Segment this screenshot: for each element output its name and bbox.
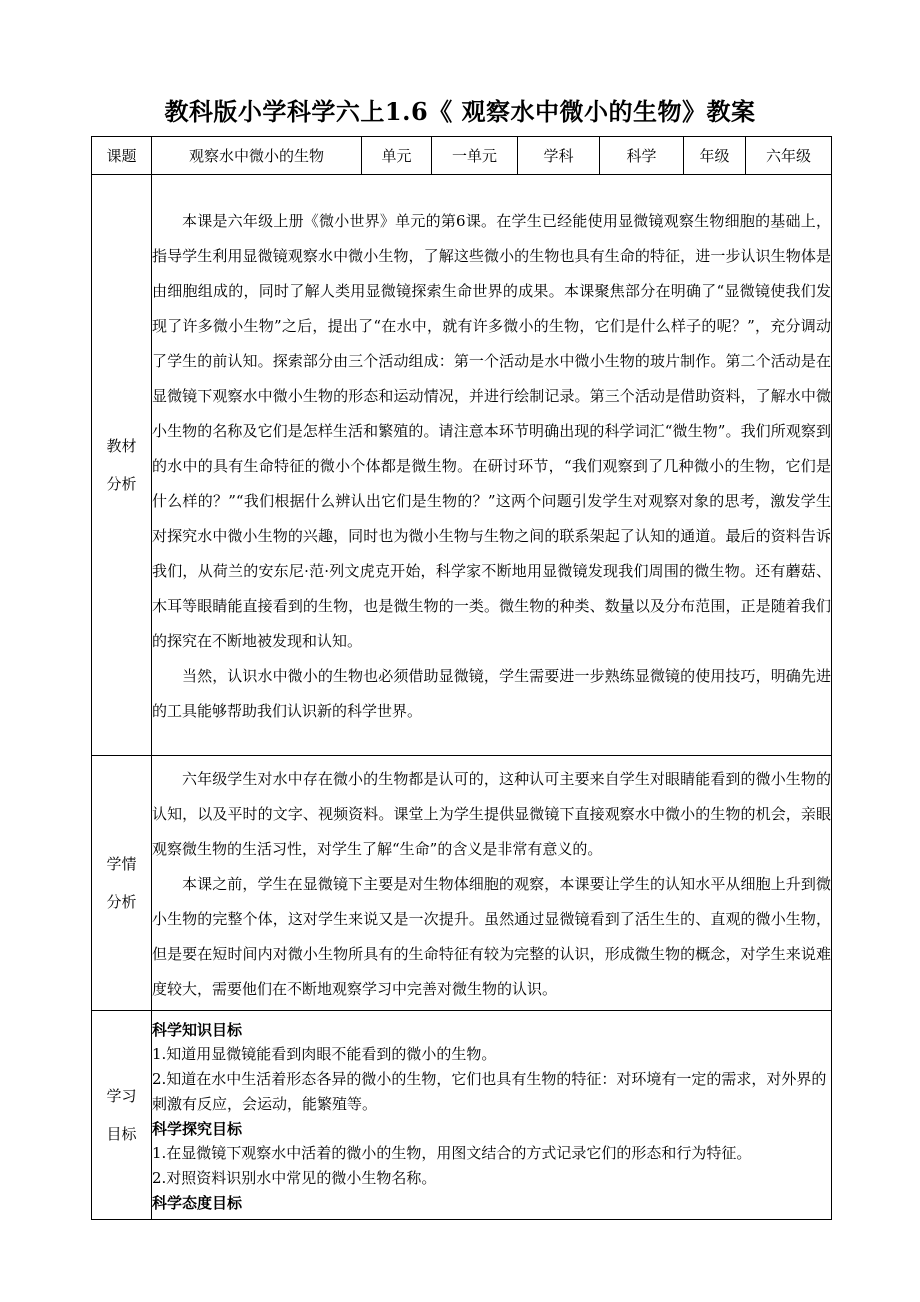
objectives-label <box>92 1011 152 1220</box>
student-analysis-row <box>92 756 832 1011</box>
objective-item: 2.对照资料识别水中常见的微小生物名称。 <box>152 1168 437 1187</box>
objective-item: 2.知道在水中生活着形态各异的微小的生物，它们也具有生物的特征：对环境有一定的需求，对外界的刺激有反应，会运动，能繁殖等。 <box>152 1069 827 1113</box>
label-line: 分析 <box>106 893 137 911</box>
label-line: 教材 <box>106 437 137 455</box>
label-line: 学情 <box>106 855 137 873</box>
objectives-content <box>152 1011 832 1220</box>
topic-label: 课题 <box>92 137 152 175</box>
inquiry-objectives-heading: 科学探究目标 <box>152 1119 243 1138</box>
grade-label: 年级 <box>684 137 746 175</box>
subject-label: 学科 <box>518 137 600 175</box>
subject-value: 科学 <box>600 137 684 175</box>
student-analysis-label <box>92 756 152 1011</box>
paragraph: 当然，认识水中微小的生物也必须借助显微镜，学生需要进一步熟练显微镜的使用技巧，明确先进的工具能够帮助我们认识新的科学世界。 <box>152 666 831 720</box>
grade-value: 六年级 <box>746 137 832 175</box>
label-line: 目标 <box>106 1125 137 1143</box>
student-analysis-content <box>152 756 832 1011</box>
unit-label: 单元 <box>362 137 432 175</box>
unit-value: 一单元 <box>432 137 518 175</box>
textbook-analysis-row <box>92 175 832 756</box>
page-title: 教科版小学科学六上1.6《 观察水中微小的生物》教案 <box>164 97 756 126</box>
textbook-analysis-content <box>152 175 832 756</box>
header-row <box>92 137 832 175</box>
textbook-analysis-label <box>92 175 152 756</box>
objective-item: 1.在显微镜下观察水中活着的微小的生物，用图文结合的方式记录它们的形态和行为特征。 <box>152 1143 752 1162</box>
objective-item: 1.知道用显微镜能看到肉眼不能看到的微小的生物。 <box>152 1044 497 1063</box>
paragraph: 本课之前，学生在显微镜下主要是对生物体细胞的观察，本课要让学生的认知水平从细胞上升到微小生物的完整个体，这对学生来说又是一次提升。虽然通过显微镜看到了活生生的、直观的微小生物，但是要在短时间内对微小生物所具有的生命特征有较为完整的认识，形成微生物的概念，对学生来说难度较大，需要他们在不断地观察学习中完善对微生物的认识。 <box>152 874 831 998</box>
label-line: 学习 <box>106 1087 137 1105</box>
knowledge-objectives-heading: 科学知识目标 <box>152 1020 243 1039</box>
label-line: 分析 <box>106 475 137 493</box>
objectives-row <box>92 1011 832 1220</box>
topic-value: 观察水中微小的生物 <box>152 137 362 175</box>
paragraph: 本课是六年级上册《微小世界》单元的第6课。在学生已经能使用显微镜观察生物细胞的基础上，指导学生利用显微镜观察水中微小生物，了解这些微小的生物也具有生命的特征，进一步认识生物体是由细胞组成的，同时了解人类用显微镜探索生命世界的成果。本课聚焦部分在明确了“显微镜使我们发现了许多微小生物”之后，提出了“在水中，就有许多微小的生物，它们是什么样子的呢？”，充分调动了学生的前认知。探索部分由三个活动组成：第一个活动是水中微小生物的玻片制作。第二个活动是在显微镜下观察水中微小生物的形态和运动情况，并进行绘制记录。第三个活动是借助资料，了解水中微小生物的名称及它们是怎样生活和繁殖的。请注意本环节明确出现的科学词汇“微生物”。我们所观察到的水中的具有生命特征的微小个体都是微生物。在研讨环节，“我们观察到了几种微小的生物，它们是什么样的？”“我们根据什么辨认出它们是生物的？”这两个问题引发学生对观察对象的思考，激发学生对探究水中微小生物的兴趣，同时也为微小生物与生物之间的联系架起了认知的通道。最后的资料告诉我们，从荷兰的安东尼·范·列文虎克开始，科学家不断地用显微镜发现我们周围的微生物。还有蘑菇、木耳等眼睛能直接看到的生物，也是微生物的一类。微生物的种类、数量以及分布范围，正是随着我们的探究在不断地被发现和认知。 <box>152 211 831 650</box>
attitude-objectives-heading: 科学态度目标 <box>152 1193 243 1212</box>
paragraph: 六年级学生对水中存在微小的生物都是认可的，这种认可主要来自学生对眼睛能看到的微小生物的认知，以及平时的文字、视频资料。课堂上为学生提供显微镜下直接观察水中微小的生物的机会，亲眼观察微生物的生活习性，对学生了解“生命”的含义是非常有意义的。 <box>152 769 831 858</box>
lesson-plan-table <box>91 136 832 1220</box>
